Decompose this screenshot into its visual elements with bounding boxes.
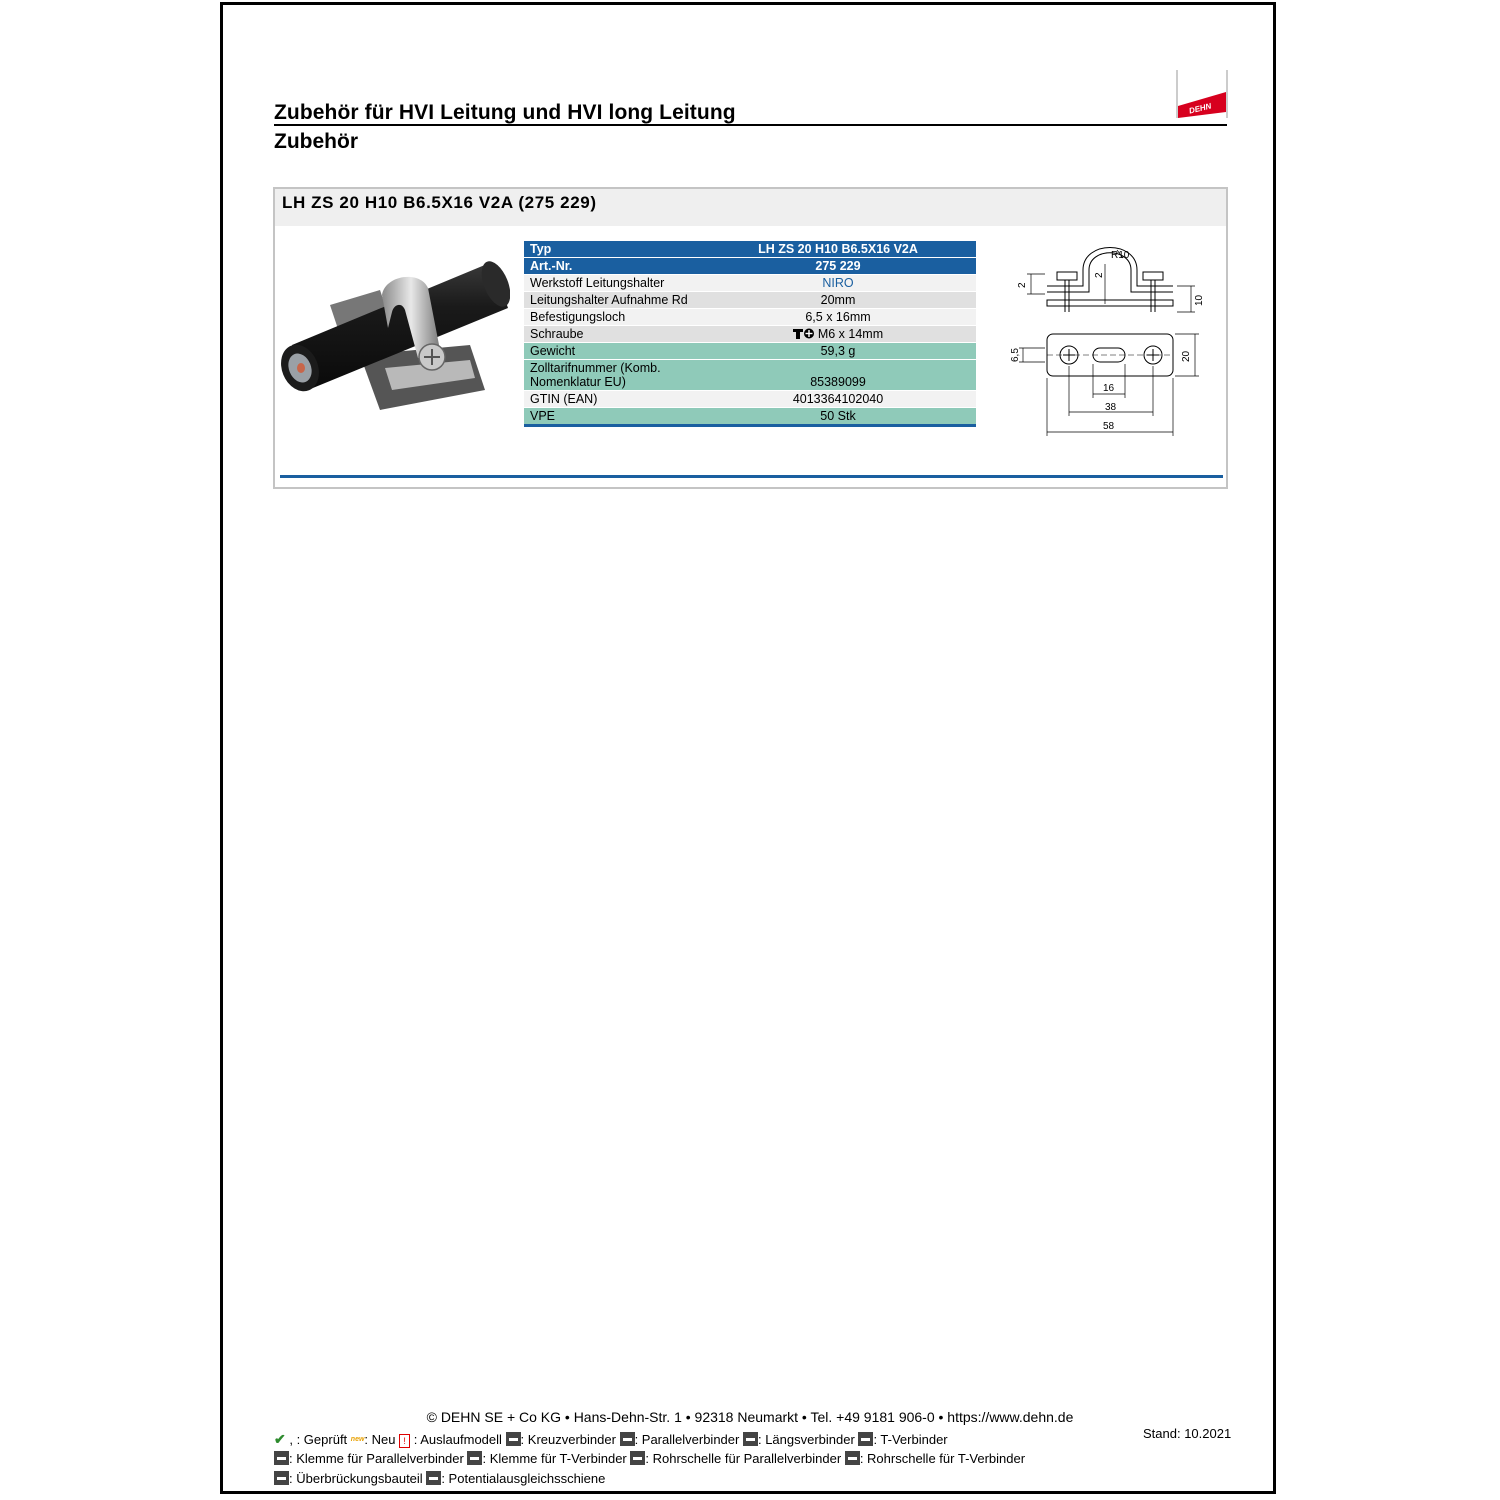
spec-value: NIRO	[700, 275, 976, 292]
technical-drawing	[1005, 230, 1215, 440]
parallel-connector-icon	[620, 1432, 635, 1446]
legend-item: : Kreuzverbinder	[520, 1432, 616, 1447]
spec-table	[524, 241, 976, 427]
table-row	[524, 360, 976, 391]
pipe-clamp-parallel-icon	[630, 1451, 645, 1465]
spec-value: 59,3 g	[700, 343, 976, 360]
table-row	[524, 343, 976, 360]
longitudinal-connector-icon	[743, 1432, 758, 1446]
spec-value: 4013364102040	[700, 391, 976, 408]
dehn-logo	[1176, 70, 1228, 120]
screw-head-icon	[793, 328, 815, 339]
legend-item: : Klemme für Parallelverbinder	[289, 1451, 464, 1466]
product-heading: LH ZS 20 H10 B6.5X16 V2A (275 229)	[282, 193, 597, 212]
spec-value: 275 229	[700, 258, 976, 275]
legend-item: : Überbrückungsbauteil	[289, 1471, 423, 1486]
spec-value: 20mm	[700, 292, 976, 309]
table-row	[524, 391, 976, 408]
t-clamp-icon	[467, 1451, 482, 1465]
table-row	[524, 275, 976, 292]
table-row	[524, 258, 976, 275]
legend-item: : Rohrschelle für Parallelverbinder	[645, 1451, 842, 1466]
legend-item: : Längsverbinder	[757, 1432, 855, 1447]
spec-value: LH ZS 20 H10 B6.5X16 V2A	[700, 241, 976, 258]
spec-label: Art.-Nr.	[524, 258, 700, 275]
legend-new: : Neu	[364, 1432, 396, 1447]
pipe-clamp-t-icon	[845, 1451, 860, 1465]
discontinued-icon: !	[399, 1434, 410, 1448]
page-title: Zubehör für HVI Leitung und HVI long Leitung	[274, 101, 736, 124]
legend-line-2	[274, 1451, 1025, 1466]
legend-item: : Parallelverbinder	[634, 1432, 740, 1447]
spec-label: Leitungshalter Aufnahme Rd	[524, 292, 700, 309]
table-row	[524, 326, 976, 343]
table-row	[524, 408, 976, 426]
parallel-clamp-icon	[274, 1451, 289, 1465]
spec-label: Befestigungsloch	[524, 309, 700, 326]
svg-text:DEHN: DEHN	[1188, 101, 1213, 116]
title-rule	[274, 124, 1227, 126]
dim-2b: 2	[1094, 272, 1105, 278]
spec-label: Zolltarifnummer (Komb. Nomenklatur EU)	[524, 360, 700, 391]
spec-label: Gewicht	[524, 343, 700, 360]
dim-2a: 2	[1017, 282, 1028, 288]
spec-value: 6,5 x 16mm	[700, 309, 976, 326]
legend-item: : Potentialausgleichsschiene	[441, 1471, 606, 1486]
dim-16: 16	[1103, 383, 1115, 394]
footer-address: © DEHN SE + Co KG • Hans-Dehn-Str. 1 • 92318 Neumarkt • Tel. +49 9181 906-0 • https://www.dehn.de	[426, 1409, 1074, 1425]
table-row	[524, 309, 976, 326]
legend-line-3	[274, 1471, 605, 1486]
screw-size: M6 x 14mm	[817, 327, 884, 341]
legend-item: : Klemme für T-Verbinder	[482, 1451, 627, 1466]
t-connector-icon	[858, 1432, 873, 1446]
dim-10: 10	[1194, 294, 1205, 306]
dim-r10: R10	[1111, 250, 1130, 261]
checkmark-icon: ✔	[274, 1431, 286, 1447]
dim-6-5: 6,5	[1010, 348, 1021, 362]
dim-58: 58	[1103, 421, 1115, 432]
spec-value: 85389099	[700, 360, 976, 391]
legend-checked: , : Geprüft	[289, 1432, 348, 1447]
dim-20: 20	[1181, 350, 1192, 362]
legend-line-1	[274, 1431, 948, 1448]
spec-label: Typ	[524, 241, 700, 258]
cross-connector-icon	[506, 1432, 521, 1446]
product-photo	[270, 250, 510, 425]
product-card-rule	[280, 475, 1223, 478]
spec-value: 50 Stk	[700, 408, 976, 426]
spec-label: Schraube	[524, 326, 700, 343]
table-row	[524, 241, 976, 258]
legend-discontinued: : Auslaufmodell	[413, 1432, 502, 1447]
product-card-header	[275, 189, 1226, 226]
legend-item: : Rohrschelle für T-Verbinder	[859, 1451, 1026, 1466]
footer-date: Stand: 10.2021	[1143, 1426, 1232, 1441]
equipotential-bar-icon	[426, 1471, 441, 1485]
legend-item: : T-Verbinder	[873, 1432, 948, 1447]
table-row	[524, 292, 976, 309]
spec-value-screw	[700, 326, 976, 343]
spec-label: GTIN (EAN)	[524, 391, 700, 408]
dim-38: 38	[1105, 402, 1117, 413]
bridging-component-icon	[274, 1471, 289, 1485]
page-subtitle: Zubehör	[274, 130, 358, 153]
new-icon: new	[350, 1436, 365, 1443]
spec-label: VPE	[524, 408, 700, 426]
spec-label: Werkstoff Leitungshalter	[524, 275, 700, 292]
